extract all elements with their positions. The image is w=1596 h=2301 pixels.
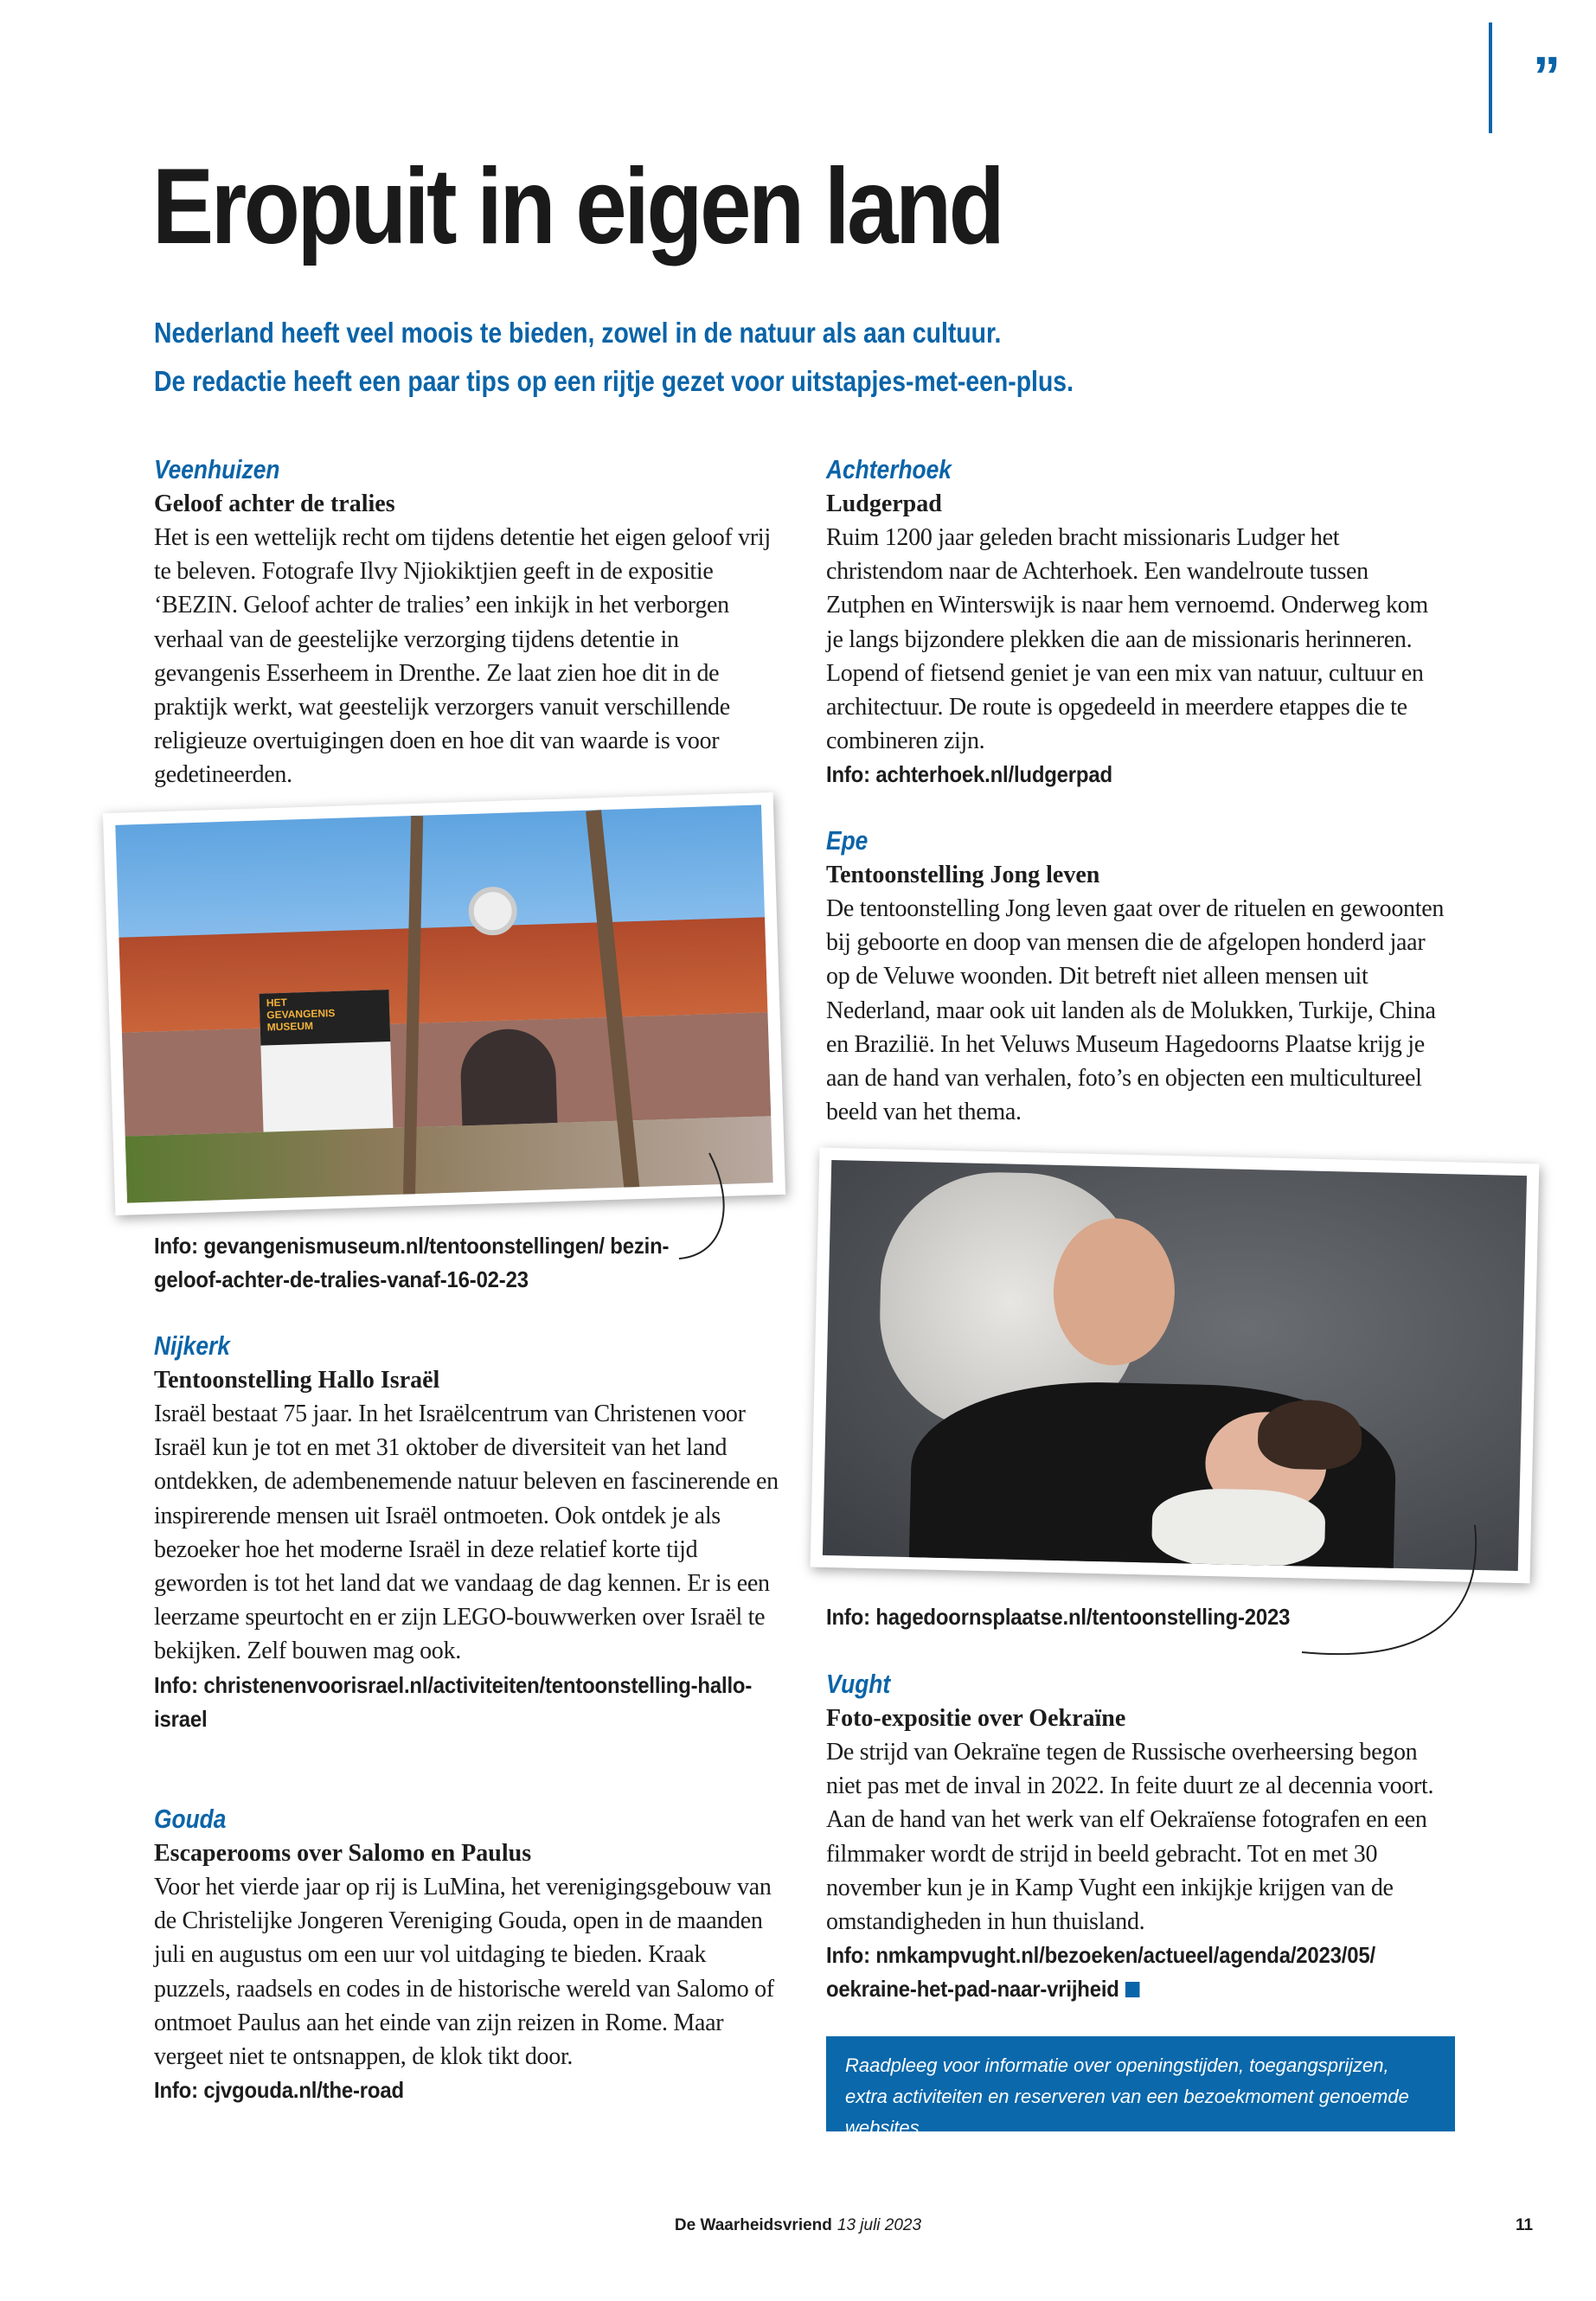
footer [0, 2216, 1596, 2235]
quote-icon: ” [1533, 45, 1561, 107]
page-number: 11 [1516, 2216, 1534, 2234]
article-achterhoek [826, 452, 1451, 792]
article-body: Voor het vierde jaar op rij is LuMina, het verenigingsgebouw van de Christelijke Jongeren Vereniging Gouda, open in de maanden juli en augustus om een uur vol uitdaging te bieden. Kraak puzzels, raadsels en codes in de historische wereld van Salomo of ontmoet Paulus aan het einde van zijn reizen in Rome. Maar vergeet niet te ontsnappen, de klok tikt door. [154, 1874, 774, 2071]
article-info-link[interactable]: Info: hagedoornsplaatse.nl/tentoonstelling-2023 [826, 1604, 1291, 1630]
intro-line-2: De redactie heeft een paar tips op een rijtje gezet voor uitstapjes-met-een-plus. [154, 365, 1074, 397]
article-location: Epe [826, 825, 869, 856]
article-location: Achterhoek [826, 454, 952, 484]
article-info-link[interactable]: Info: gevangenismuseum.nl/tentoonstellingen/ bezin-geloof-achter-de-tralies-vanaf-16-02-23 [154, 1233, 670, 1292]
article-body: Ruim 1200 jaar geleden bracht missionaris Ludger het christendom naar de Achterhoek. Een wandelroute tussen Zutphen en Winterswijk is naar hem vernoemd. Onderweg kom je langs bijzondere plekken die aan de missionaris herinneren. Lopend of fietsend geniet je van een mix van natuur, cultuur en architectuur. De route is opgedeeld in meerdere etappes die te combineren zijn. [826, 524, 1428, 755]
article-gouda [154, 1802, 779, 2107]
intro-line-1: Nederland heeft veel moois te bieden, zowel in de natuur als aan cultuur. [154, 317, 1002, 349]
article-info-link[interactable]: Info: achterhoek.nl/ludgerpad [826, 761, 1112, 788]
article-location: Vught [826, 1669, 891, 1699]
article-location: Nijkerk [154, 1330, 230, 1361]
article-body: De tentoonstelling Jong leven gaat over de rituelen en gewoonten bij geboorte en doop van mensen die de afgelopen honderd jaar op de Veluwe woonden. Dit betreft niet alleen mensen uit Nederland, maar ook uit landen als de Molukken, Turkije, China en Brazilië. In het Veluws Museum Hagedoorns Plaatse krijg je aan de hand van verhalen, foto’s en objecten een multicultureel beeld van het thema. [826, 895, 1445, 1126]
article-location: Veenhuizen [154, 454, 280, 484]
article-nijkerk [154, 1329, 779, 1736]
article-heading: Foto-expositie over Oekraïne [826, 1705, 1126, 1732]
article-info-link[interactable]: Info: cjvgouda.nl/the-road [154, 2077, 404, 2104]
article-vught [826, 1667, 1451, 2006]
article-veenhuizen [154, 452, 779, 792]
caption-arrow-curve [675, 1150, 735, 1263]
issue-date: 13 juli 2023 [836, 2216, 922, 2234]
article-body: De strijd van Oekraïne tegen de Russische overheersing begon niet pas met de inval in 2022. In feite duurt ze al decennia voort. Aan de hand van het werk van elf Oekraïense fotografen en een filmmaker wordt de strijd in beeld gebracht. Tot en met 30 november kun je in Kamp Vught een inkijkje krijgen van de omstandigheden in hun thuisland. [826, 1739, 1434, 1936]
article-info-link[interactable]: Info: christenenvoorisrael.nl/activiteiten/tentoonstelling-hallo-israel [154, 1671, 753, 1732]
notice-box: Raadpleeg voor informatie over openingstijden, toegangsprijzen, extra activiteiten en reserveren van een bezoekmoment genoemde websites. [826, 2036, 1455, 2131]
article-info-link[interactable]: Info: nmkampvught.nl/bezoeken/actueel/agenda/2023/05/ oekraine-het-pad-naar-vrijheid [826, 1942, 1375, 2003]
face [1052, 1217, 1176, 1367]
photo-mother-and-baby [811, 1148, 1540, 1584]
article-heading: Escaperooms over Salomo en Paulus [154, 1840, 532, 1867]
article-body: Israël bestaat 75 jaar. In het Israëlcentrum van Christenen voor Israël kun je tot en met 31 oktober de diversiteit van het land ontdekken, de adembenemende natuur beleven en fascinerende en inspirerende mensen uit Israël ontmoeten. Ook ontdek je als bezoeker hoe het moderne Israël in deze relatief korte tijd geworden is tot het land dat we vandaag de dag kennen. Er is een leerzame speurtocht en er zijn LEGO-bouwwerken over Israël te bekijken. Zelf bouwen mag ook. [154, 1400, 779, 1665]
end-mark-icon [1125, 1982, 1140, 1997]
museum-sign: HET GEVANGENIS MUSEUM [260, 990, 396, 1203]
article-body: Het is een wettelijk recht om tijdens detentie het eigen geloof vrij te beleven. Fotografe Ilvy Njiokiktjien geeft in de expositie ‘BEZIN. Geloof achter de tralies’ een inkijk in het verborgen verhaal van de geestelijke verzorging tijdens detentie in gevangenis Esserheem in Drenthe. Ze laat zien hoe dit in de praktijk werkt, wat geestelijk verzorgers vanuit verschillende religieuze overtuigingen doen en hoe dit van waarde is voor gedetineerden. [154, 524, 771, 789]
article-location: Gouda [154, 1804, 227, 1834]
quote-accent-bar [1489, 22, 1492, 133]
publication-name: De Waarheidsvriend [674, 2216, 832, 2234]
facade [122, 1012, 771, 1136]
baby-hair [1257, 1399, 1362, 1471]
article-heading: Geloof achter de tralies [154, 490, 395, 517]
article-heading: Tentoonstelling Hallo Israël [154, 1367, 440, 1394]
article-epe [826, 824, 1451, 1129]
page-title: Eropuit in eigen land [152, 147, 1003, 266]
caption-arrow-curve [1298, 1522, 1488, 1670]
article-heading: Tentoonstelling Jong leven [826, 862, 1100, 888]
article-heading: Ludgerpad [826, 490, 942, 517]
